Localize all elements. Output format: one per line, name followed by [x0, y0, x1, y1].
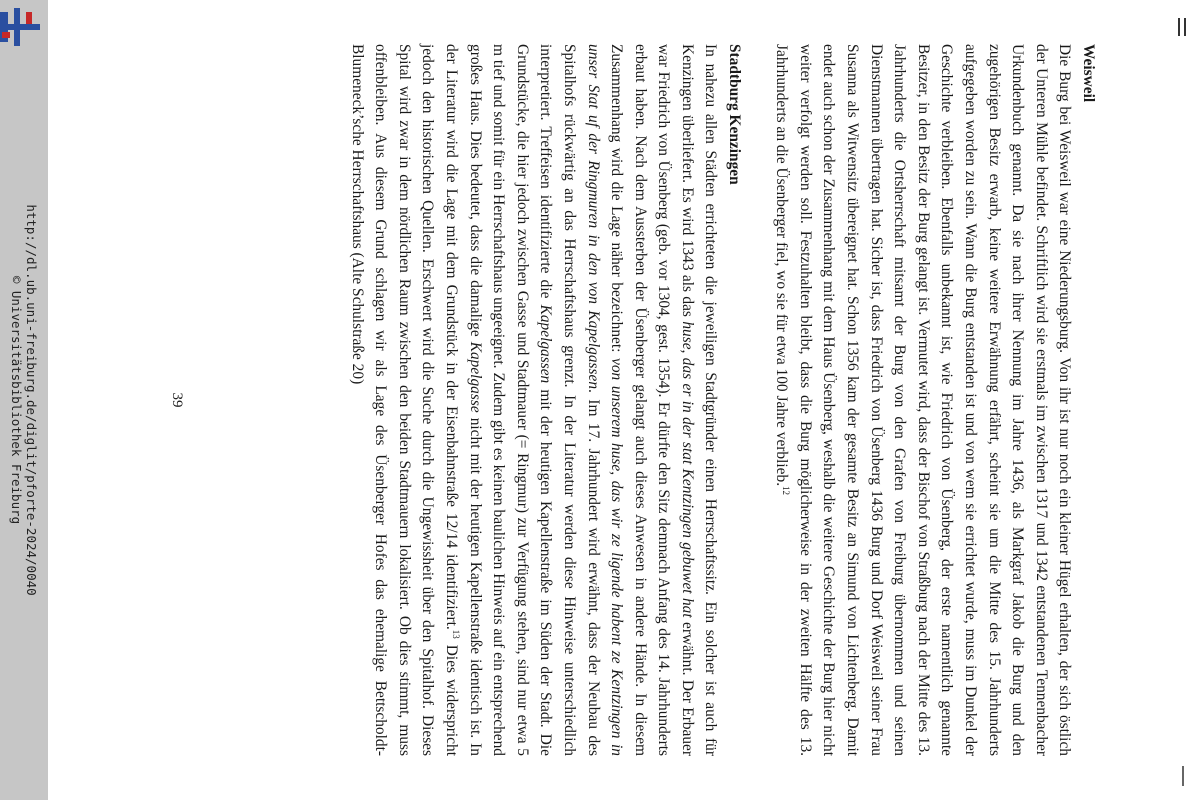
body-text: Dies widerspricht jedoch den historischen Quellen. Erschwert wird die Suche durch die Ungewissheit über den Spitalhof. Dieses Spital wird zwar in dem nördlichen Raum zwischen den beiden Stadtmauern lokalisiert. Ob dies stimmt, muss offenbleiben. Aus diesem Grund schlagen wir als Lage des Üsenberger Hofes das ehemalige Bettscholdt-Blumeneck’sche Herrschaftshaus (Alte Schulstraße 20) — [348, 44, 460, 756]
section-body-weisweil — [770, 44, 1077, 756]
page-number: 39 — [168, 392, 185, 408]
quote-text: Kapelgassen — [537, 304, 555, 384]
scroll-marker — [1182, 766, 1184, 786]
body-text: . Im 17. Jahrhundert wird erwähnt, dass der Neubau des Spitalhofs rückwärtig an das Herrschaftshaus grenzt. In der Literatur werden diese Hinweise unterschiedlich interpretiert. Treffeisen identifizierte die — [537, 44, 602, 756]
body-text: erwähnt. Der Erbauer war Friedrich von Üsenberg (geb. vor 1304, gest. 1354). Er dürfte den Sitz demnach Anfang des 14. Jahrhunderts erbaut haben. Nach dem Aussterben der Üsenberger gelangt auch dieses Anwesen in andere Hände. In diesem Zusammenhang wird die Lage näher bezeichnet: — [608, 44, 696, 756]
footnote-ref: 12 — [781, 486, 792, 496]
quote-text: von unserem huse, das wir ze ligende habent ze Kentzingen in unser Stat uf der Ringmuren in den von Kapelgassen — [584, 44, 626, 756]
body-text: In nahezu allen Städten errichteten die jeweiligen Stadtgründer einen Herrschaftssitz. Ein solcher ist auch für Kenzingen überliefert. Es wird 1343 als das — [678, 44, 720, 756]
body-text: nicht mit der heutigen Kapellenstraße identisch ist. In der Literatur wird die Lage mit dem Grundstück in der Eisenbahnstraße 12/14 identifiziert. — [442, 44, 484, 756]
source-url[interactable]: http://dl.ub.uni-freiburg.de/diglit/pforte-2024/0040 — [24, 204, 39, 596]
section-body-kenzingen — [345, 44, 723, 756]
body-text: Die Burg bei Weisweil war eine Niederungsburg. Von ihr ist nur noch ein kleiner Hügel erhalten, der sich östlich der Unteren Mühle befindet. Schriftlich wird sie erstmals im zwischen 1317 und 1342 entstandenen Tennenbacher Urkundenbuch genannt. Da sie nach ihrer Nennung im Jahre 1436, als Markgraf Jakob die Burg und den zugehörigen Besitz erwarb, keine weitere Erwähnung erfährt, scheint sie um die Mitte des 15. Jahrhunderts aufgegeben worden zu sein. Wann die Burg entstanden ist und von wem sie errichtet wurde, muss im Dunkel der Geschichte verbleiben. Ebenfalls unbekannt ist, wie Friedrich von Üsenberg, der erste namentlich genannte Besitzer, in den Besitz der Burg gelangt ist. Vermutet wird, dass der Bischof von Straßburg nach der Mitte des 13. Jahrhunderts die Ortsherrschaft mitsamt der Burg von den Grafen von Freiburg übernommen und seinen Dienstmannen übertragen hat. Sicher ist, dass Friedrich von Üsenberg 1436 Burg und Dorf Weisweil seiner Frau Susanna als Witwensitz übereignet hat. Schon 1356 kam der gesamte Besitz an Simund von Lichtenberg. Damit endet auch schon der Zusammenhang mit dem Haus Üsenberg, weshalb die weitere Geschichte der Burg hier nicht weiter verfolgt werden soll. Festzuhalten bleibt, dass die Burg möglicherweise in der zweiten Hälfte des 13. Jahrhunderts an die Üsenberger fiel, wo sie für etwa 100 Jahre verblieb. — [773, 44, 1074, 756]
copyright-notice: © Universitätsbibliothek Freiburg — [9, 275, 24, 525]
section-heading-weisweil: Weisweil — [1080, 44, 1097, 103]
quote-text: huse, das er in der stat Kentzingen gebuwet hat — [678, 321, 696, 618]
footnote-ref: 13 — [451, 629, 462, 639]
quote-text: Kapelgasse — [466, 341, 484, 413]
page-content — [345, 44, 1100, 756]
section-heading-kenzingen: Stadtburg Kenzingen — [726, 44, 744, 185]
rotated-page — [140, 44, 1100, 756]
viewer-sidebar — [0, 0, 48, 800]
sidebar-caption — [9, 204, 39, 595]
edge-marker — [1178, 18, 1186, 36]
library-logo-icon — [0, 8, 48, 46]
body-text: mit der heutigen Kapellenstraße im Süden der Stadt. Die Grundstücke, die hier jedoch zwischen Gasse und Stadtmauer (= Ringmur) zur Verfügung stehen, sind nur etwa 5 m tief und somit für ein Herrschaftshaus ungeeignet. Zudem gibt es keinen baulichen Hinweis auf ein entsprechend großes Haus. Dies bedeutet, dass die damalige — [466, 44, 555, 756]
